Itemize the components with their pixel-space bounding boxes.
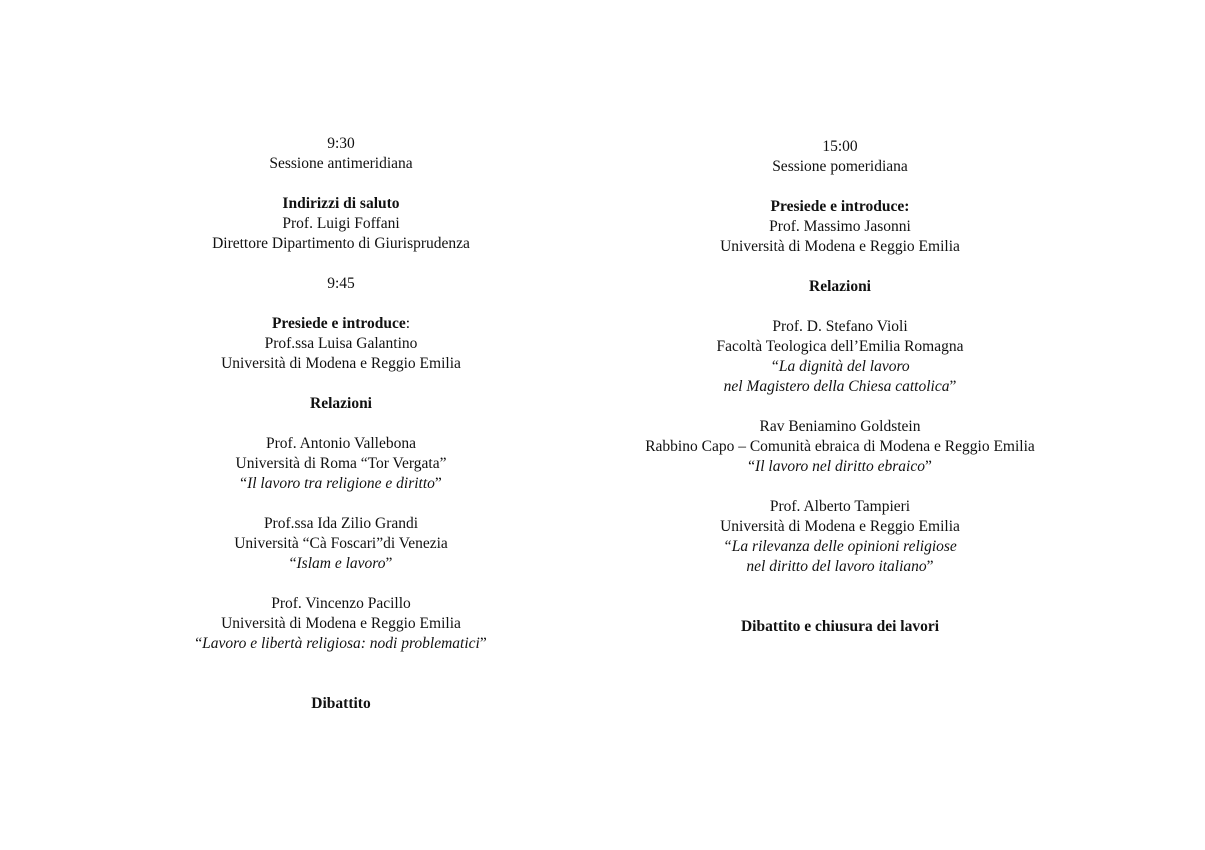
morning-talk — [141, 594, 541, 654]
talk-title-text: Il lavoro nel diritto ebraico — [755, 458, 925, 475]
afternoon-chair-name: Prof. Massimo Jasonni — [769, 218, 911, 235]
afternoon-start-time: 15:00 — [822, 138, 858, 155]
morning-chair-name: Prof.ssa Luisa Galantino — [264, 335, 418, 352]
morning-talk — [141, 434, 541, 494]
talk-title — [141, 634, 541, 654]
talk-speaker-affiliation: Facoltà Teologica dell’Emilia Romagna — [716, 338, 964, 355]
afternoon-session-title: Sessione pomeridiana — [772, 158, 908, 175]
talk-title-text: nel Magistero della Chiesa cattolica — [723, 378, 950, 395]
afternoon-talk — [600, 317, 1080, 397]
close-quote: ” — [924, 458, 932, 475]
open-quote: “ — [289, 555, 297, 572]
afternoon-chair-affiliation: Università di Modena e Reggio Emilia — [720, 238, 960, 255]
talk-speaker-affiliation: Università di Roma “Tor Vergata” — [235, 455, 447, 472]
talk-speaker-name: Prof. Antonio Vallebona — [266, 435, 416, 452]
talk-title — [600, 457, 1080, 477]
morning-chair-colon: : — [405, 315, 411, 332]
talk-speaker-name: Rav Beniamino Goldstein — [759, 418, 921, 435]
afternoon-chair-heading: Presiede e introduce: — [770, 198, 910, 215]
open-quote: “ — [240, 475, 248, 492]
talk-speaker-affiliation: Università di Modena e Reggio Emilia — [720, 518, 960, 535]
talk-title-text: Il lavoro tra religione e diritto — [247, 475, 435, 492]
talk-title — [141, 554, 541, 574]
afternoon-talks-heading: Relazioni — [809, 278, 871, 295]
morning-start-time: 9:30 — [327, 135, 355, 152]
open-quote: “ — [195, 635, 203, 652]
talk-speaker-name: Prof. D. Stefano Violi — [772, 318, 908, 335]
morning-closing: Dibattito — [311, 695, 371, 712]
talk-title-line2 — [600, 377, 1080, 397]
talk-speaker-name: Prof. Alberto Tampieri — [769, 498, 911, 515]
morning-second-time: 9:45 — [327, 275, 355, 292]
close-quote: ” — [479, 635, 487, 652]
morning-session-column — [141, 134, 541, 714]
morning-talks-heading: Relazioni — [310, 395, 372, 412]
afternoon-talk — [600, 497, 1080, 577]
talk-title — [141, 474, 541, 494]
talk-title-text: nel diritto del lavoro italiano — [746, 558, 927, 575]
morning-talk — [141, 514, 541, 574]
morning-chair-heading — [141, 314, 541, 334]
talk-speaker-affiliation: Università “Cà Foscari”di Venezia — [234, 535, 448, 552]
close-quote: ” — [949, 378, 957, 395]
close-quote: ” — [385, 555, 393, 572]
talk-speaker-name: Prof.ssa Ida Zilio Grandi — [263, 515, 419, 532]
talk-title-text: Islam e lavoro — [296, 555, 386, 572]
greetings-speaker-role: Direttore Dipartimento di Giurisprudenza — [212, 235, 470, 252]
talk-speaker-affiliation: Rabbino Capo – Comunità ebraica di Modena e Reggio Emilia — [645, 438, 1035, 455]
talk-title-line1: “La dignità del lavoro — [770, 358, 910, 375]
talk-title-line1: “La rilevanza delle opinioni religiose — [723, 538, 957, 555]
morning-session-title: Sessione antimeridiana — [269, 155, 413, 172]
afternoon-closing: Dibattito e chiusura dei lavori — [740, 618, 940, 635]
greetings-speaker-name: Prof. Luigi Foffani — [282, 215, 400, 232]
talk-speaker-affiliation: Università di Modena e Reggio Emilia — [221, 615, 461, 632]
morning-chair-heading-text: Presiede e introduce — [271, 315, 406, 332]
talk-title-text: Lavoro e libertà religiosa: nodi problematici — [202, 635, 480, 652]
afternoon-talk — [600, 417, 1080, 477]
morning-chair-affiliation: Università di Modena e Reggio Emilia — [221, 355, 461, 372]
talk-speaker-name: Prof. Vincenzo Pacillo — [271, 595, 411, 612]
close-quote: ” — [926, 558, 934, 575]
talk-title-line2 — [600, 557, 1080, 577]
greetings-heading: Indirizzi di saluto — [282, 195, 400, 212]
close-quote: ” — [434, 475, 442, 492]
afternoon-session-column — [600, 137, 1080, 637]
open-quote: “ — [748, 458, 756, 475]
